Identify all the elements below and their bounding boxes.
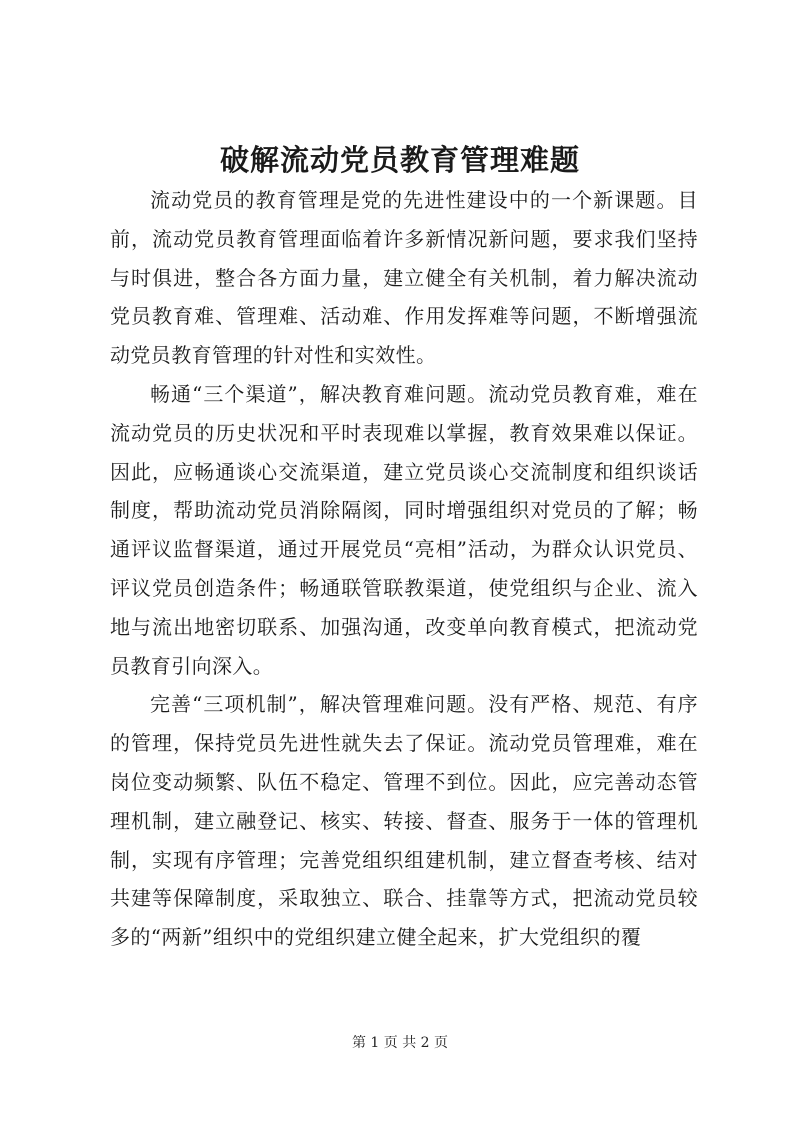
page-title: 破解流动党员教育管理难题 bbox=[219, 143, 580, 177]
paragraph-education: 畅通“三个渠道”，解决教育难问题。流动党员教育难，难在流动党员的历史状况和平时表现难以掌握，教育效果难以保证。因此，应畅通谈心交流渠道，建立党员谈心交流制度和组织谈话制度，帮助流动党员消除隔阂，同时增强组织对党员的了解；畅通评议监督渠道，通过开展党员“亮相”活动，为群众认识党员、评议党员创造条件；畅通联管联教渠道，使党组织与企业、流入地与流出地密切联系、加强沟通，改变单向教育模式，把流动党员教育引向深入。 bbox=[110, 381, 698, 678]
page-footer: 第 1 页 共 2 页 bbox=[351, 1035, 449, 1051]
paragraph-management: 完善“三项机制”，解决管理难问题。没有严格、规范、有序的管理，保持党员先进性就失去了保证。流动党员管理难，难在岗位变动频繁、队伍不稳定、管理不到位。因此，应完善动态管理机制，建立融登记、核实、转接、督查、服务于一体的管理机制，实现有序管理；完善党组织组建机制，建立督查考核、结对共建等保障制度，采取独立、联合、挂靠等方式，把流动党员较多的“两新”组织中的党组织建立健全起来，扩大党组织的覆 bbox=[110, 692, 698, 950]
paragraph-intro: 流动党员的教育管理是党的先进性建设中的一个新课题。目前，流动党员教育管理面临着许多新情况新问题，要求我们坚持与时俱进，整合各方面力量，建立健全有关机制，着力解决流动党员教育难、管理难、活动难、作用发挥难等问题，不断增强流动党员教育管理的针对性和实效性。 bbox=[110, 188, 698, 368]
document-body bbox=[110, 181, 698, 957]
